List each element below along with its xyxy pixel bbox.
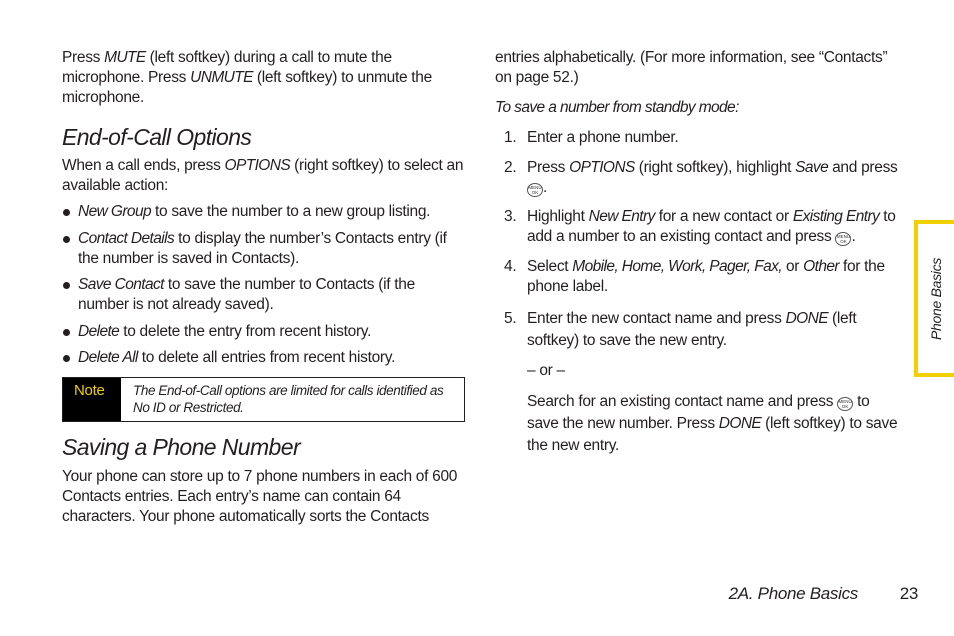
options-list <box>62 202 467 368</box>
list-item: Contact Details to display the number’s Contacts entry (if the number is saved in Contacts). <box>62 229 467 269</box>
step-item: 5. Enter the new contact name and press DONE (left softkey) to save the new entry. – or – Search for an existing contact name and press MENU OK to save the new number. Press DONE (left softkey) to save the new entry. <box>495 308 905 457</box>
list-item: Delete to delete the entry from recent history. <box>62 322 467 342</box>
menu-ok-icon: MENU OK <box>528 185 542 195</box>
or-separator: – or – <box>527 362 565 379</box>
keyword-mute: MUTE <box>104 49 146 66</box>
continued-paragraph: entries alphabetically. (For more information, see “Contacts” on page 52.) <box>495 49 888 86</box>
menu-ok-icon: MENU OK <box>838 399 852 409</box>
note-text: The End-of-Call options are limited for calls identified as No ID or Restricted. <box>133 383 444 415</box>
heading-saving-a-phone-number: Saving a Phone Number <box>62 434 300 460</box>
keyword-unmute: UNMUTE <box>190 69 253 86</box>
note-label: Note <box>63 378 121 421</box>
step-item: 1. Enter a phone number. <box>504 129 679 146</box>
storage-paragraph: Your phone can store up to 7 phone numbers in each of 600 Contacts entries. Each entry’s name can contain 64 characters. Your phone automatically sorts the Contacts <box>62 468 458 525</box>
heading-end-of-call-options: End-of-Call Options <box>62 124 252 150</box>
intro-paragraph: Press MUTE (left softkey) during a call to mute the microphone. Press UNMUTE (left softkey) to unmute the microphone. <box>62 49 432 106</box>
subheading-standby: To save a number from standby mode: <box>495 99 739 116</box>
steps-list <box>495 128 905 457</box>
section-side-tab <box>914 220 954 377</box>
list-item: Delete All to delete all entries from recent history. <box>62 348 467 368</box>
menu-ok-icon: MENU OK <box>836 234 851 244</box>
alternate-instruction: Search for an existing contact name and press MENU OK to save the new number. Press DONE (left softkey) to save the new entry. <box>527 393 898 454</box>
step-item: 4. Select Mobile, Home, Work, Pager, Fax, or Other for the phone label. <box>504 258 885 295</box>
step-item: 2. Press OPTIONS (right softkey), highlight Save and press MENU OK . <box>504 159 898 196</box>
note-box <box>62 377 465 422</box>
page-number: 23 <box>899 584 918 603</box>
left-column <box>62 48 467 527</box>
options-paragraph: When a call ends, press OPTIONS (right softkey) to select an available action: <box>62 157 464 194</box>
list-item: New Group to save the number to a new group listing. <box>62 202 467 222</box>
step-item: 3. Highlight New Entry for a new contact or Existing Entry to add a number to an existing contact and press MENU OK . <box>504 208 896 245</box>
keyword-options: OPTIONS <box>224 157 291 174</box>
right-column <box>495 48 905 457</box>
footer-section: 2A. Phone Basics <box>728 584 858 603</box>
list-item: Save Contact to save the number to Contacts (if the number is not already saved). <box>62 275 467 315</box>
side-tab-label: Phone Basics <box>928 257 945 340</box>
page-footer <box>700 584 920 606</box>
